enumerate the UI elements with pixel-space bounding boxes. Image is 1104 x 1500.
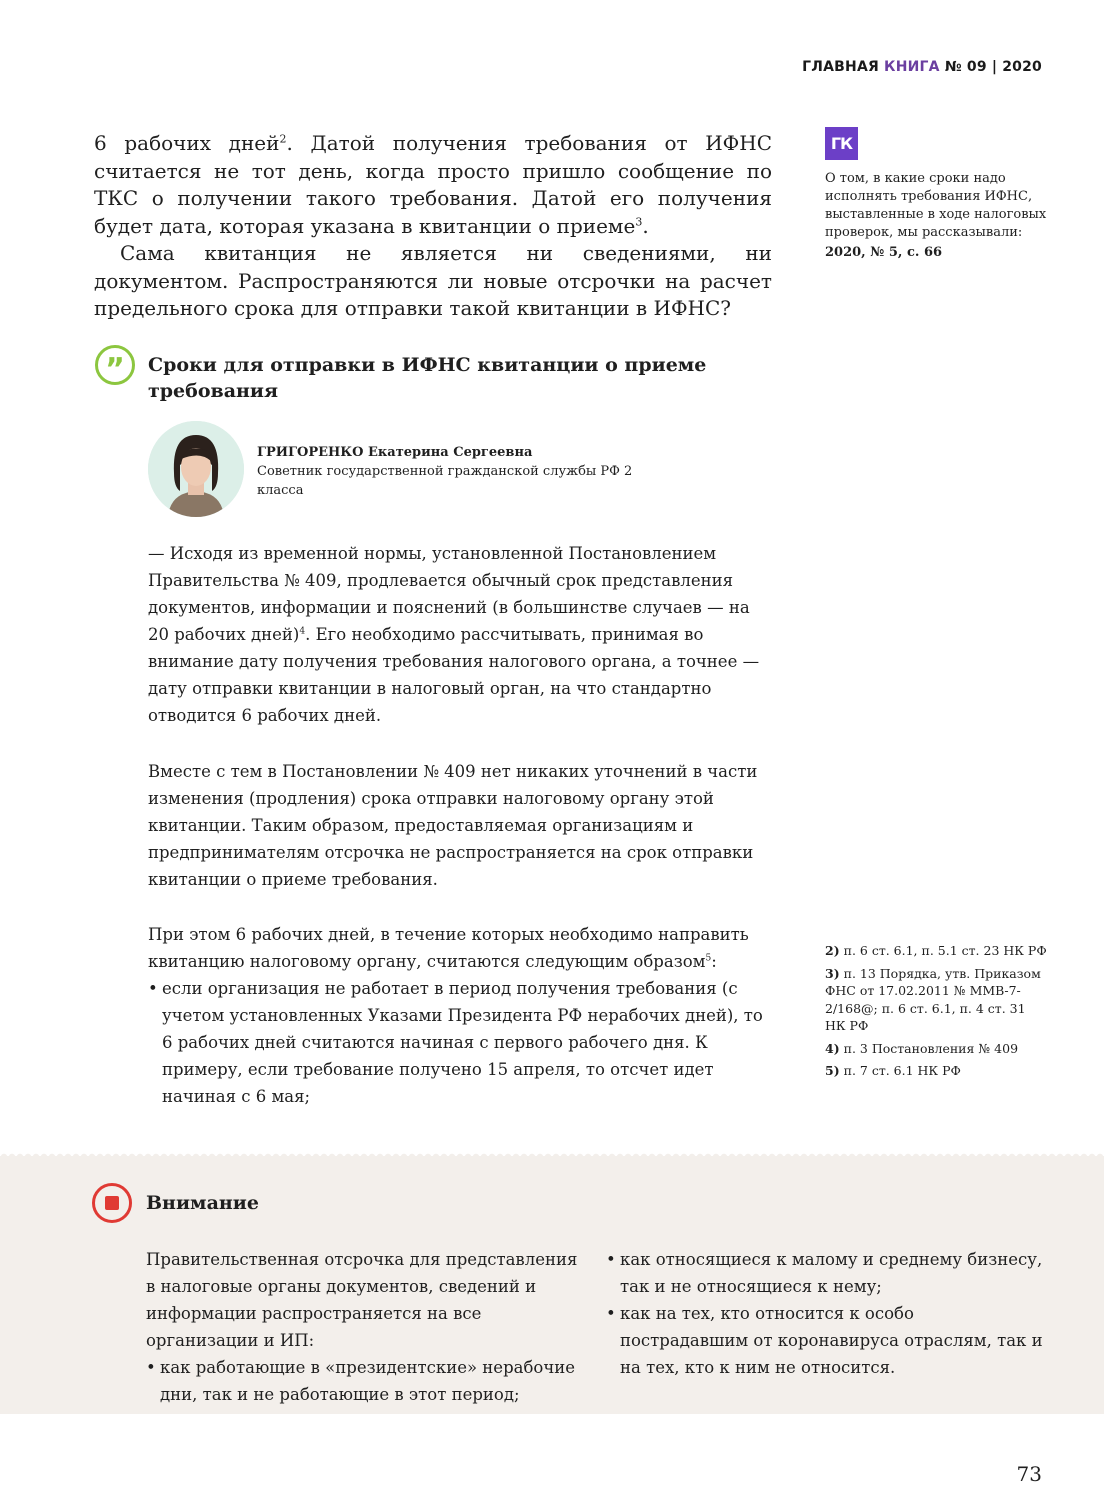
footnote-item: 3) п. 13 Порядка, утв. Приказом ФНС от 17.02.2011 № ММВ-7-2/168@; п. 6 ст. 6.1, п. 4 ст. 31 НК РФ xyxy=(825,965,1041,1033)
bullet-list xyxy=(606,1246,1046,1381)
sidebar-note xyxy=(825,170,1050,262)
expert-avatar xyxy=(148,421,244,517)
footnote-item: 4) п. 3 Постановления № 409 xyxy=(825,1040,1019,1056)
lead-paragraph-2: Сама квитанция не является ни сведениями, ни документом. Распространяются ли новые отсрочки на расчет предельного срока для отправки такой квитанции в ИФНС? xyxy=(94,241,772,320)
answer-paragraph-2: Вместе с тем в Постановлении № 409 нет никаких уточнений в части изменения (продления) срока отправки налоговому органу этой квитанции. Таким образом, предоставляемая организациям и предпринимателям отсрочка не распространяется на срок отправки квитанции о приеме требования. xyxy=(148,762,758,889)
brand-accent: КНИГА xyxy=(884,59,940,75)
footnote-ref[interactable]: 4 xyxy=(299,626,306,637)
list-item: • как на тех, кто относится к особо пострадавшим от коронавируса отраслям, так и на тех, кто к ним не относится. xyxy=(606,1300,1046,1381)
footnotes xyxy=(825,942,1050,1085)
issue-number: № 09 | 2020 xyxy=(944,59,1042,75)
expert-role: Советник государственной гражданской службы РФ 2 класса xyxy=(257,464,633,498)
footnote-item: 2) п. 6 ст. 6.1, п. 5.1 ст. 23 НК РФ xyxy=(825,943,1047,958)
footnote-ref[interactable]: 5 xyxy=(705,953,712,964)
sidebar-note-text: О том, в какие сроки надо исполнять требования ИФНС, выставленные в ходе налоговых проверок, мы рассказывали: xyxy=(825,171,1047,240)
page-number: 73 xyxy=(1016,1462,1042,1486)
bullet-list xyxy=(146,1354,586,1408)
quote-icon: ” xyxy=(95,345,135,385)
list-item: • как работающие в «президентские» нерабочие дни, так и не работающие в этот период; xyxy=(146,1354,586,1408)
attention-intro: Правительственная отсрочка для представления в налоговые органы документов, сведений и информации распространяется на все организации и ИП: xyxy=(146,1250,578,1350)
bullet-list xyxy=(148,975,772,1110)
footnote-item: 5) п. 7 ст. 6.1 НК РФ xyxy=(825,1063,961,1078)
gk-logo-icon: ГК xyxy=(825,127,858,160)
footnote-ref[interactable]: 3 xyxy=(635,214,643,228)
lead-paragraph-1: 6 рабочих дней$^2$. Датой получения требования от ИФНС считается не тот день, когда просто пришло сообщение по ТКС о получении такого требования. Датой его получения будет дата, которая указана в квитанции о приеме$^3$. xyxy=(94,131,772,238)
answer-paragraph-3: При этом 6 рабочих дней, в течение которых необходимо направить квитанцию налоговому органу, считаются следующим образом$^5$: • если организация не работает в период получения требования (с учетом установленных Указами Президента РФ нерабочих дней), то 6 рабочих дней считаются начиная с первого рабочего дня. К примеру, если требование получено 15 апреля, то отсчет идет начиная с 6 мая; xyxy=(148,921,772,1110)
footnote-ref[interactable]: 2 xyxy=(279,132,287,146)
answer-paragraph-1: — Исходя из временной нормы, установленной Постановлением Правительства № 409, продлевается обычный срок представления документов, информации и пояснений (в большинстве случаев — на 20 рабочих дней)$^4$. Его необходимо рассчитывать, принимая во внимание дату получения требования налогового органа, а точнее — дату отправки квитанции в налоговый орган, на что стандартно отводится 6 рабочих дней. xyxy=(148,544,760,725)
sidebar-reference-link[interactable]: 2020, № 5, с. 66 xyxy=(825,245,943,260)
attention-column-left xyxy=(146,1246,586,1408)
lead-text xyxy=(94,130,772,323)
list-item: • если организация не работает в период получения требования (с учетом установленных Указами Президента РФ нерабочих дней), то 6 рабочих дней считаются начиная с первого рабочего дня. К примеру, если требование получено 15 апреля, то отсчет идет начиная с 6 мая; xyxy=(148,975,772,1110)
running-header xyxy=(802,59,1042,75)
stop-icon xyxy=(92,1183,132,1223)
expert-name: ГРИГОРЕНКО Екатерина Сергеевна xyxy=(257,445,533,460)
brand-main: ГЛАВНАЯ xyxy=(802,59,879,75)
section-title: Сроки для отправки в ИФНС квитанции о приеме требования xyxy=(148,354,707,402)
list-item: • как относящиеся к малому и среднему бизнесу, так и не относящиеся к нему; xyxy=(606,1246,1046,1300)
attention-column-right xyxy=(606,1246,1046,1381)
attention-title: Внимание xyxy=(146,1192,259,1214)
